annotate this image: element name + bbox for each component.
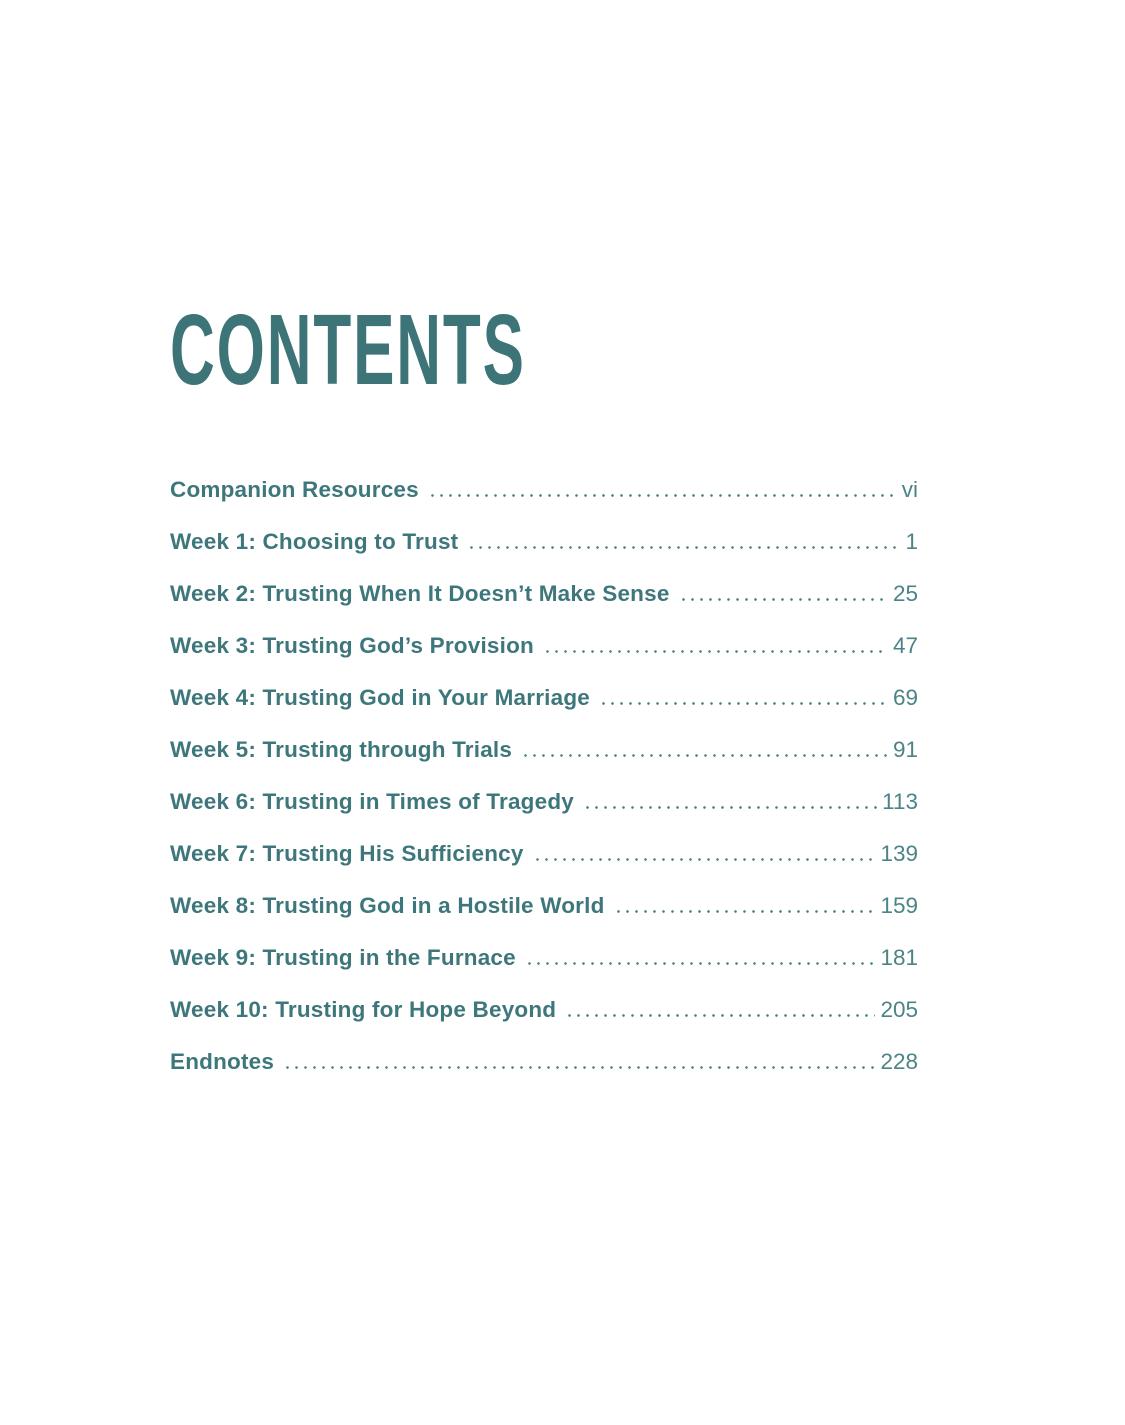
toc-entry-page: 69 bbox=[892, 685, 918, 710]
toc-entry-week-7 bbox=[170, 828, 918, 880]
toc-entry-week-2 bbox=[170, 568, 918, 620]
dot-leader bbox=[565, 1014, 875, 1017]
dot-leader bbox=[533, 858, 876, 861]
toc-entry-companion-resources bbox=[170, 464, 918, 516]
toc-entry-label: Week 5: Trusting through Trials bbox=[170, 737, 513, 762]
toc-entry-label: Week 10: Trusting for Hope Beyond bbox=[170, 997, 557, 1022]
toc-entry-label: Week 3: Trusting God’s Provision bbox=[170, 633, 534, 658]
toc-entry-page: 139 bbox=[880, 841, 918, 866]
toc-entry-week-1 bbox=[170, 516, 918, 568]
toc-entry-week-9 bbox=[170, 932, 918, 984]
toc-entry-page: 181 bbox=[880, 945, 918, 970]
toc-entry-label: Week 8: Trusting God in a Hostile World bbox=[170, 893, 605, 918]
toc-entry-page: 25 bbox=[892, 581, 918, 606]
toc-entry-endnotes bbox=[170, 1036, 918, 1088]
dot-leader bbox=[525, 962, 876, 965]
dot-leader bbox=[467, 546, 900, 549]
toc-entry-week-10 bbox=[170, 984, 918, 1036]
toc-entry-label: Week 9: Trusting in the Furnace bbox=[170, 945, 516, 970]
toc-entry-label: Week 2: Trusting When It Doesn’t Make Sense bbox=[170, 581, 670, 606]
toc-entry-week-3 bbox=[170, 620, 918, 672]
dot-leader bbox=[543, 650, 888, 653]
toc-entry-page: 159 bbox=[880, 893, 918, 918]
dot-leader bbox=[599, 702, 888, 705]
toc-entry-page: 47 bbox=[892, 633, 918, 658]
toc-entry-label: Week 7: Trusting His Sufficiency bbox=[170, 841, 524, 866]
toc-entry-week-8 bbox=[170, 880, 918, 932]
toc-entry-page: 228 bbox=[880, 1049, 918, 1074]
toc-entry-label: Week 4: Trusting God in Your Marriage bbox=[170, 685, 590, 710]
toc-entry-page: 91 bbox=[892, 737, 918, 762]
dot-leader bbox=[428, 494, 897, 497]
toc-entry-week-4 bbox=[170, 672, 918, 724]
toc-entry-week-5 bbox=[170, 724, 918, 776]
table-of-contents bbox=[170, 464, 918, 1088]
toc-entry-label: Endnotes bbox=[170, 1049, 275, 1074]
dot-leader bbox=[583, 806, 877, 809]
toc-entry-label: Week 6: Trusting in Times of Tragedy bbox=[170, 789, 574, 814]
toc-entry-label: Companion Resources bbox=[170, 477, 419, 502]
toc-entry-label: Week 1: Choosing to Trust bbox=[170, 529, 459, 554]
toc-entry-page: 205 bbox=[880, 997, 918, 1022]
dot-leader bbox=[283, 1066, 875, 1069]
toc-entry-page: 1 bbox=[905, 529, 918, 554]
page-title: CONTENTS bbox=[170, 294, 526, 406]
dot-leader bbox=[521, 754, 888, 757]
toc-entry-page: 113 bbox=[882, 789, 918, 814]
toc-entry-page: vi bbox=[901, 477, 918, 502]
dot-leader bbox=[679, 598, 888, 601]
dot-leader bbox=[614, 910, 876, 913]
toc-entry-week-6 bbox=[170, 776, 918, 828]
